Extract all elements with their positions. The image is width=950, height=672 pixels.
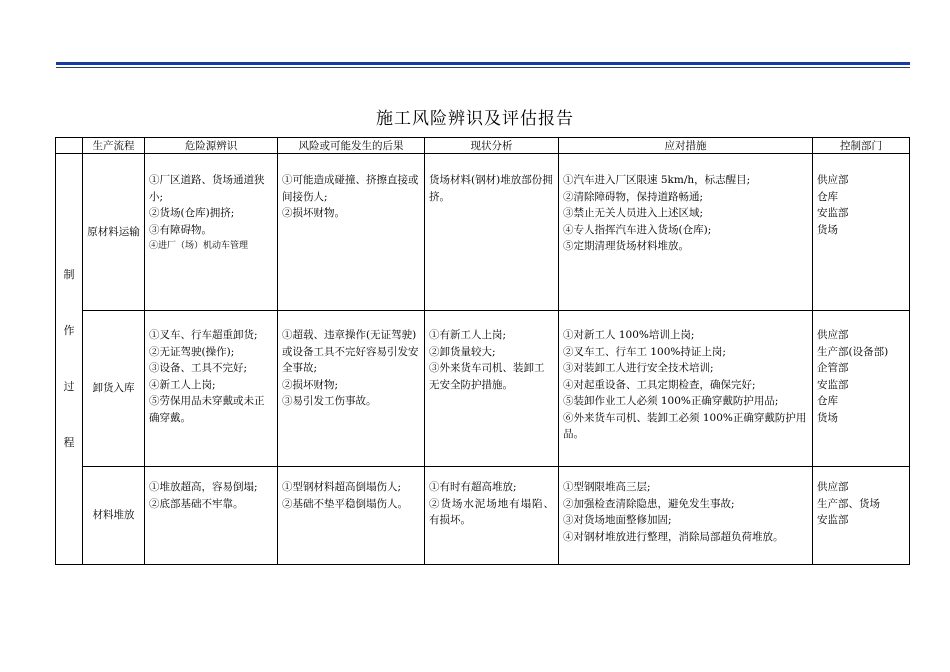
- measures-cell: [559, 154, 813, 311]
- department-item: 企管部: [817, 362, 849, 374]
- stage-label: 卸货入库: [92, 382, 135, 395]
- header-status: 现状分析: [425, 138, 559, 154]
- measure-item: ③对货场地面整修加固;: [563, 514, 672, 526]
- status-cell: [425, 467, 559, 565]
- departments-cell: [813, 467, 910, 565]
- hazard-item: ③设备、工具不完好;: [149, 362, 248, 374]
- hazard-item: ①叉车、行车超重卸货;: [149, 329, 258, 341]
- phase-char: 作: [63, 324, 75, 337]
- measure-item: ④对钢材堆放进行整理，消除局部超负荷堆放。: [563, 530, 784, 543]
- phase-char: 过: [63, 380, 75, 393]
- status-item: 货场材料(钢材)堆放部份拥挤。: [429, 174, 553, 203]
- hazard-item: ④进厂（场）机动车管理: [149, 241, 249, 251]
- header-rule-thick: [56, 62, 910, 65]
- consequence-item: ①超载、违章操作(无证驾驶)或设备工具不完好容易引发安全事故;: [282, 329, 419, 374]
- measure-item: ④专人指挥汽车进入货场(仓库);: [563, 223, 712, 236]
- department-item: 供应部: [817, 329, 849, 341]
- hazard-item: ④新工人上岗;: [149, 378, 216, 391]
- header-rule-thin: [56, 67, 910, 68]
- hazard-item: ①厂区道路、货场通道狭小;: [149, 174, 265, 203]
- measure-item: ③禁止无关人员进入上述区域;: [563, 207, 704, 219]
- status-cell: [425, 311, 559, 467]
- phase-char: 程: [63, 436, 75, 449]
- measure-item: ⑥外来货车司机、装卸工必须 100%正确穿戴防护用品。: [563, 411, 807, 440]
- department-item: 生产部、货场: [817, 497, 880, 510]
- table-row: [56, 311, 910, 467]
- header-measures: 应对措施: [559, 138, 813, 154]
- table-row: [56, 154, 910, 311]
- consequence-item: ③易引发工伤事故。: [282, 395, 377, 407]
- header-consequences: 风险或可能发生的后果: [278, 138, 425, 154]
- header-row: [56, 138, 910, 154]
- header-hazards: 危险源辨识: [145, 138, 278, 154]
- measure-item: ②加强检查清除隐患，避免发生事故;: [563, 497, 735, 510]
- measure-item: ②清除障碍物，保持道路畅通;: [563, 190, 704, 203]
- risk-assessment-table: [55, 137, 910, 565]
- status-cell: [425, 154, 559, 311]
- stage-label: 材料堆放: [92, 509, 135, 522]
- measure-item: ①对新工人 100%培训上岗;: [563, 329, 695, 341]
- department-item: 生产部(设备部): [817, 345, 889, 358]
- measure-item: ⑤装卸作业工人必须 100%正确穿戴防护用品;: [563, 395, 779, 407]
- stage-label: 原材料运输: [87, 225, 140, 238]
- department-item: 仓库: [817, 395, 838, 407]
- corner-cell: [56, 138, 83, 154]
- stage-cell: [83, 467, 145, 565]
- hazard-item: ⑤劳保用品未穿戴或未正确穿戴。: [149, 395, 265, 424]
- hazard-item: ②无证驾驶(操作);: [149, 345, 235, 358]
- hazard-item: ①堆放超高，容易倒塌;: [149, 481, 258, 493]
- phase-cell: [56, 154, 83, 565]
- consequence-item: ②基础不垫平稳倒塌伤人。: [282, 497, 408, 510]
- consequence-item: ②损坏财物;: [282, 378, 339, 391]
- department-item: 货场: [817, 223, 838, 236]
- stage-cell: [83, 154, 145, 311]
- department-item: 安监部: [817, 207, 849, 219]
- hazard-item: ②货场(仓库)拥挤;: [149, 207, 235, 219]
- status-item: ②货场水泥场地有塌陷、有损坏。: [429, 497, 554, 526]
- status-item: ①有新工人上岗;: [429, 329, 507, 341]
- measure-item: ②叉车工、行车工 100%持证上岗;: [563, 345, 726, 358]
- departments-cell: [813, 154, 910, 311]
- status-item: ②卸货量较大;: [429, 345, 496, 358]
- department-item: 供应部: [817, 174, 849, 186]
- consequence-item: ①可能造成碰撞、挤擦直接或间接伤人;: [282, 174, 419, 203]
- department-item: 安监部: [817, 514, 849, 526]
- department-item: 供应部: [817, 481, 849, 493]
- hazards-cell: [145, 467, 278, 565]
- header-stage: 生产流程: [83, 138, 145, 154]
- status-item: ①有时有超高堆放;: [429, 481, 517, 493]
- department-item: 仓库: [817, 190, 838, 203]
- table-row: [56, 467, 910, 565]
- measure-item: ①汽车进入厂区限速 5km/h，标志醒目;: [563, 174, 751, 186]
- hazard-item: ③有障碍物。: [149, 223, 212, 236]
- stage-cell: [83, 311, 145, 467]
- consequences-cell: [278, 154, 425, 311]
- consequence-item: ①型钢材料超高倒塌伤人;: [282, 481, 402, 493]
- consequences-cell: [278, 311, 425, 467]
- phase-char: 制: [63, 268, 75, 281]
- measures-cell: [559, 467, 813, 565]
- consequence-item: ②损坏财物。: [282, 207, 345, 219]
- departments-cell: [813, 311, 910, 467]
- measure-item: ④对起重设备、工具定期检查，确保完好;: [563, 378, 756, 391]
- department-item: 货场: [817, 411, 838, 424]
- page-title: 施工风险辨识及评估报告: [376, 109, 574, 129]
- hazard-item: ②底部基础不牢靠。: [149, 497, 244, 510]
- measures-cell: [559, 311, 813, 467]
- hazards-cell: [145, 311, 278, 467]
- measure-item: ③对装卸工人进行安全技术培训;: [563, 362, 714, 374]
- measure-item: ⑤定期清理货场材料堆放。: [563, 240, 689, 252]
- header-departments: 控制部门: [813, 138, 910, 154]
- consequences-cell: [278, 467, 425, 565]
- status-item: ③外来货车司机、装卸工无安全防护措施。: [429, 362, 545, 391]
- measure-item: ①型钢限堆高三层;: [563, 481, 651, 493]
- department-item: 安监部: [817, 378, 849, 391]
- hazards-cell: [145, 154, 278, 311]
